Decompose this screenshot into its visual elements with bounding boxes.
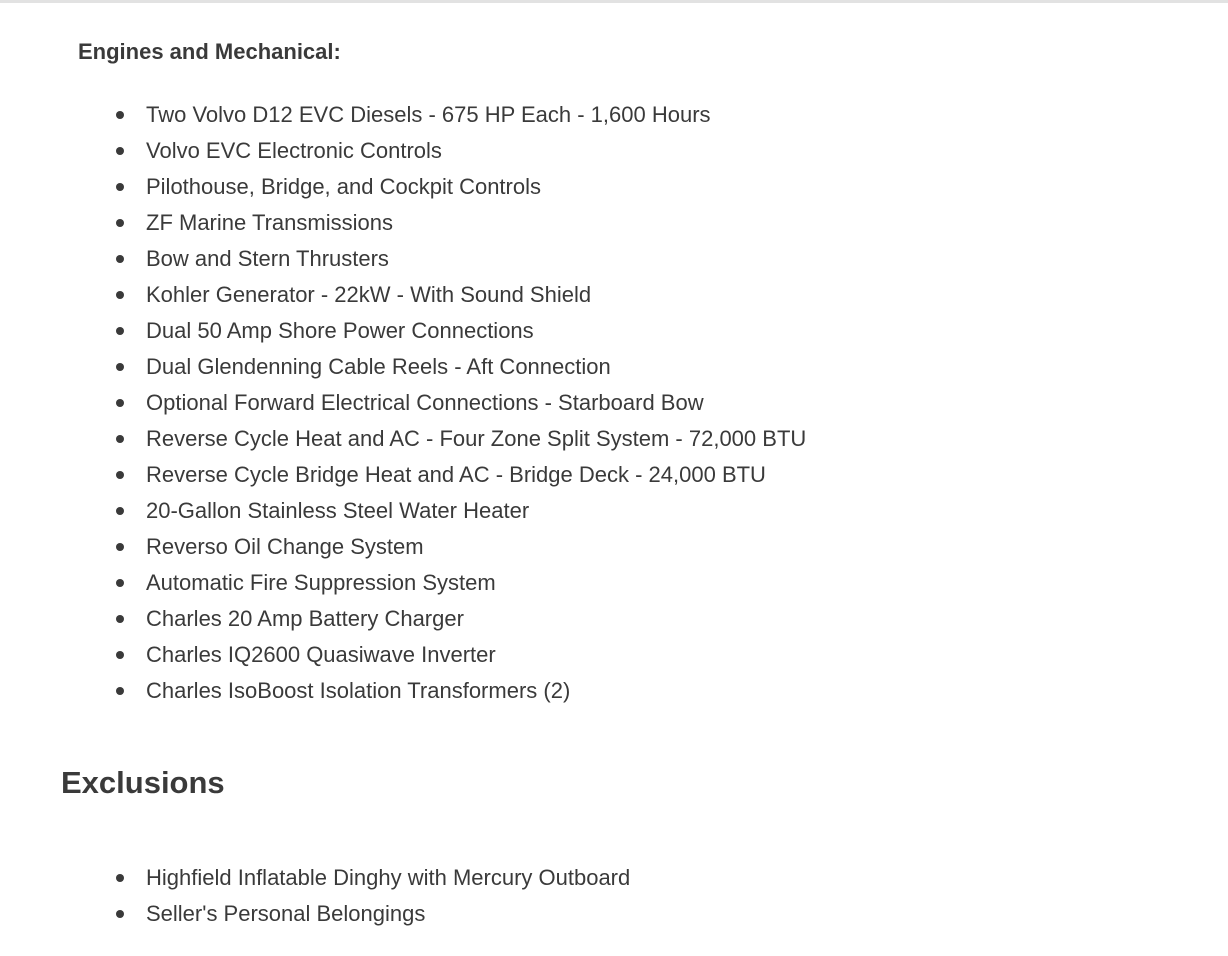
bullet-icon bbox=[116, 543, 124, 551]
bullet-icon bbox=[116, 111, 124, 119]
bullet-icon bbox=[116, 147, 124, 155]
bullet-icon bbox=[116, 435, 124, 443]
list-item-text: Reverse Cycle Heat and AC - Four Zone Split System - 72,000 BTU bbox=[146, 426, 807, 451]
list-item-text: Pilothouse, Bridge, and Cockpit Controls bbox=[146, 174, 541, 199]
bullet-icon bbox=[116, 874, 124, 882]
bullet-icon bbox=[116, 651, 124, 659]
bullet-icon bbox=[116, 579, 124, 587]
list-item-text: Dual Glendenning Cable Reels - Aft Connection bbox=[146, 354, 611, 379]
bullet-icon bbox=[116, 255, 124, 263]
bullet-icon bbox=[116, 687, 124, 695]
list-item-text: Dual 50 Amp Shore Power Connections bbox=[146, 318, 534, 343]
list-item-text: Automatic Fire Suppression System bbox=[146, 570, 496, 595]
list-item-text: 20-Gallon Stainless Steel Water Heater bbox=[146, 498, 530, 523]
bullet-icon bbox=[116, 291, 124, 299]
list-item-text: Reverse Cycle Bridge Heat and AC - Bridge Deck - 24,000 BTU bbox=[146, 462, 766, 487]
list-item-text: Volvo EVC Electronic Controls bbox=[146, 138, 442, 163]
list-item-text: Seller's Personal Belongings bbox=[146, 901, 426, 926]
bullet-icon bbox=[116, 615, 124, 623]
bullet-icon bbox=[116, 363, 124, 371]
list-item-text: Optional Forward Electrical Connections - Starboard Bow bbox=[146, 390, 704, 415]
bullet-icon bbox=[116, 219, 124, 227]
list-item-text: Charles 20 Amp Battery Charger bbox=[146, 606, 464, 631]
bullet-icon bbox=[116, 399, 124, 407]
bullet-icon bbox=[116, 183, 124, 191]
list-item-text: Bow and Stern Thrusters bbox=[146, 246, 389, 271]
list-item-text: Two Volvo D12 EVC Diesels - 675 HP Each - 1,600 Hours bbox=[146, 102, 711, 127]
list-item-text: Kohler Generator - 22kW - With Sound Shield bbox=[146, 282, 592, 307]
list-item-text: Charles IQ2600 Quasiwave Inverter bbox=[146, 642, 496, 667]
list-item-text: Reverso Oil Change System bbox=[146, 534, 424, 559]
exclusions-heading: Exclusions bbox=[61, 765, 225, 800]
scroll-top-divider bbox=[0, 0, 1228, 3]
list-item-text: Highfield Inflatable Dinghy with Mercury Outboard bbox=[146, 865, 631, 890]
list-item-text: Charles IsoBoost Isolation Transformers (2) bbox=[146, 678, 571, 703]
bullet-icon bbox=[116, 507, 124, 515]
list-item-text: ZF Marine Transmissions bbox=[146, 210, 393, 235]
bullet-icon bbox=[116, 327, 124, 335]
bullet-icon bbox=[116, 471, 124, 479]
engines-section-label: Engines and Mechanical: bbox=[78, 39, 341, 64]
bullet-icon bbox=[116, 910, 124, 918]
